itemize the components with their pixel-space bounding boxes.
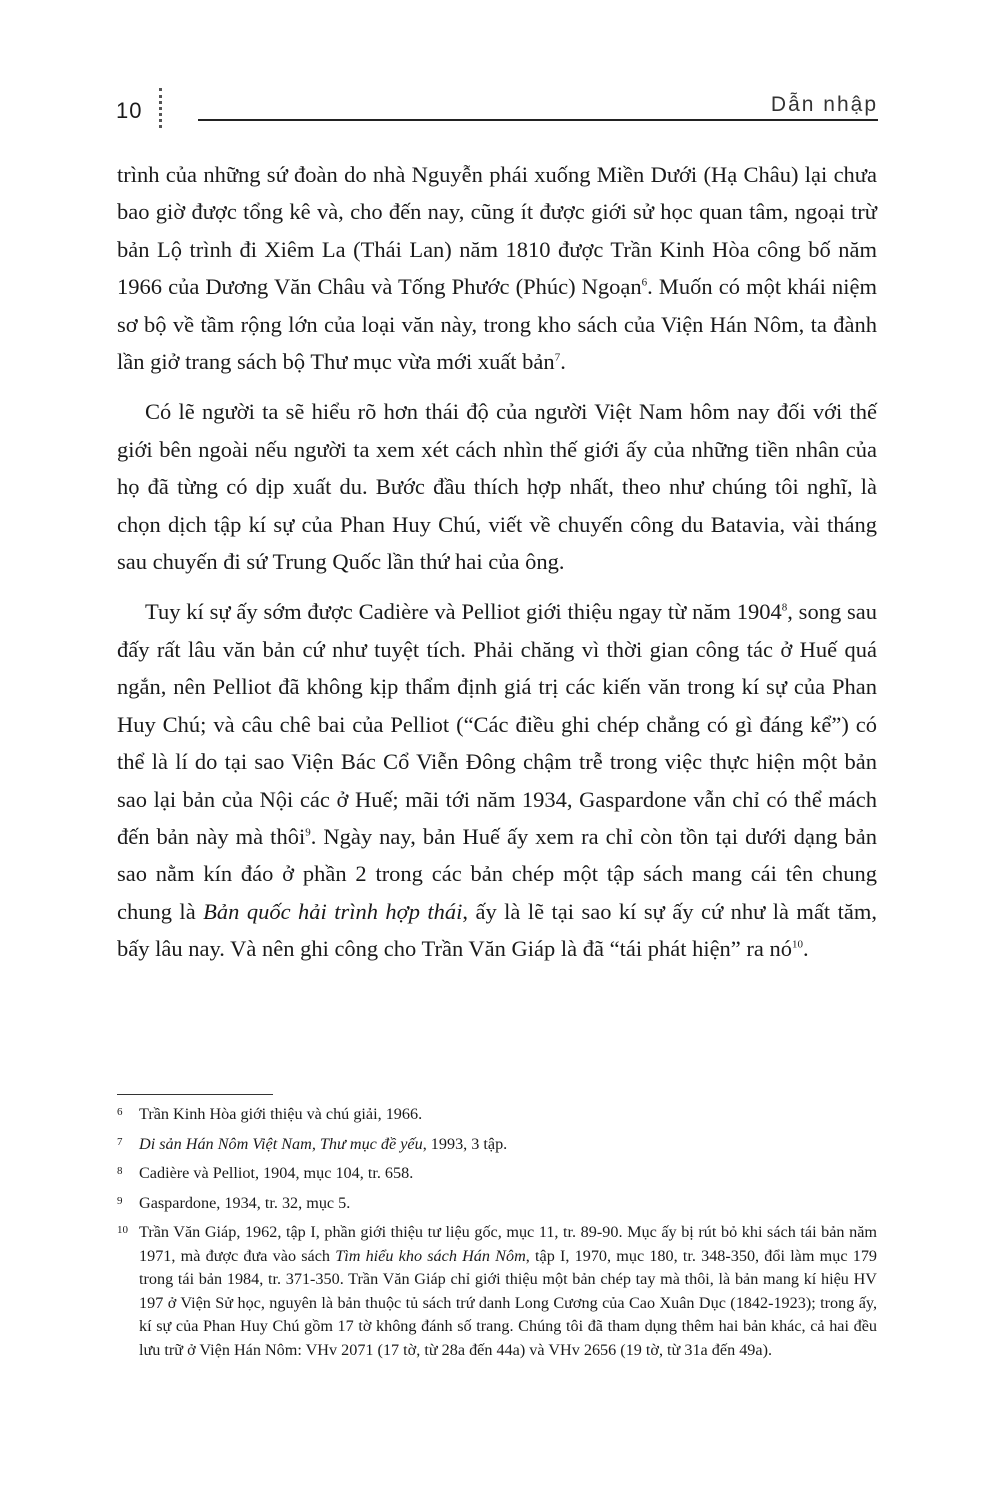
body-text [117,156,877,981]
footnote-number: 6 [117,1106,123,1118]
header-divider [159,88,162,128]
text-run: , ấy là lẽ tại sao kí sự ấy cứ như là mất tăm, bấy lâu nay. Và nên ghi công cho Trần Văn Giáp là đã “tái phát hiện” ra nó [117,898,877,962]
footnote-ref: 7 [554,351,561,364]
footnote-ref: 8 [781,601,788,614]
header-rule [198,119,878,121]
footnote [117,1103,877,1127]
italic-title: Di sản Hán Nôm Việt Nam, Thư mục đề yếu [139,1134,423,1153]
footnote [117,1221,877,1362]
text-run: trình của những sứ đoàn do nhà Nguyễn phái xuống Miền Dưới (Hạ Châu) lại chưa bao giờ được tổng kê và, cho đến nay, cũng ít được giới sử học quan tâm, ngoại trừ bản Lộ trình đi Xiêm La (Thái Lan) năm 1810 được Trần Kinh Hòa công bố năm 1966 của Dương Văn Châu và Tống Phước (Phúc) Ngoạn [117,162,877,300]
footnote-number: 8 [117,1165,123,1177]
page-number: 10 [116,98,143,123]
footnote [117,1133,877,1157]
text-run: Gaspardone, 1934, tr. 32, mục 5. [139,1193,351,1212]
text-run: Tuy kí sự ấy sớm được Cadière và Pelliot giới thiệu ngay từ năm 1904 [145,599,782,625]
italic-title: Bản quốc hải trình hợp thái [203,898,463,924]
text-run: , tập I, 1970, mục 180, tr. 348-350, đổi làm mục 179 trong tái bản 1984, tr. 371-350. Trần Văn Giáp chỉ giới thiệu một bản chép tay mà thôi, là bản mang kí hiệu HV 197 ở Viện Sử học, nguyên là bản thuộc tủ sách trứ danh Long Cương của Cao Xuân Dục (1842-1923); trong ấy, kí sự của Phan Huy Chú gồm 17 tờ không đánh số trang. Chúng tôi đã tham dụng thêm hai bản khác, cả hai đều lưu trữ ở Viện Hán Nôm: VHv 2071 (17 tờ, từ 28a đến 44a) và VHv 2656 (19 tờ, từ 31a đến 49a). [139,1246,878,1359]
text-run: . [803,936,809,962]
paragraph [117,393,877,580]
footnote [117,1162,877,1186]
footnotes [117,1103,877,1368]
text-run: . [560,349,566,375]
text-run: , 1993, 3 tập. [422,1134,508,1153]
footnote-number: 10 [117,1224,128,1236]
text-run: Cadière và Pelliot, 1904, mục 104, tr. 658. [139,1164,414,1182]
text-run: . Muốn có một khái niệm sơ bộ về tầm rộng lớn của loại văn này, trong kho sách của Viện Hán Nôm, ta đành lần giở trang sách bộ Thư mục vừa mới xuất bản [117,274,877,375]
footnote-ref: 6 [641,276,648,289]
paragraph [117,156,877,380]
footnote-rule [117,1094,273,1095]
footnote-number: 7 [117,1135,123,1148]
text-run: . Ngày nay, bản Huế ấy xem ra chỉ còn tồn tại dưới dạng bản sao nằm kín đáo ở phần 2 trong các bản chép một tập sách mang cái tên chung chung là [117,823,878,924]
text-run: Có lẽ người ta sẽ hiểu rõ hơn thái độ của người Việt Nam hôm nay đối với thế giới bên ngoài nếu người ta xem xét cách nhìn thế giới ấy của những tiền nhân của họ đã từng có dịp xuất du. Bước đầu thích hợp nhất, theo như chúng tôi nghĩ, là chọn dịch tập kí sự của Phan Huy Chú, viết về chuyến công du Batavia, vài tháng sau chuyến đi sứ Trung Quốc lần thứ hai của ông. [117,399,877,575]
text-run: , song sau đấy rất lâu văn bản cứ như tuyệt tích. Phải chăng vì thời gian công tác ở Huế quá ngắn, nên Pelliot đã không kịp thẩm định giá trị các kiến văn trong kí sự của Phan Huy Chú; và câu chê bai của Pelliot (“Các điều ghi chép chẳng có gì đáng kể”) có thể là lí do tại sao Viện Bác Cổ Viễn Đông chậm trễ trong việc thực hiện một bản sao lại bản của Nội các ở Huế; mãi tới năm 1934, Gaspardone vẫn chỉ có thể mách đến bản này mà thôi [117,599,878,849]
footnote-ref: 9 [305,826,311,839]
footnote-ref: 10 [792,938,804,951]
italic-title: Tìm hiểu kho sách Hán Nôm [335,1246,526,1265]
running-title: Dẫn nhập [770,93,878,116]
text-run: Trần Văn Giáp, 1962, tập I, phần giới thiệu tư liệu gốc, mục 11, tr. 89-90. Mục ấy bị rút bỏ khi sách tái bản năm 1971, mà được đưa vào sách [139,1223,877,1265]
paragraph [117,593,877,967]
text-run: Trần Kinh Hòa giới thiệu và chú giải, 1966. [139,1105,423,1123]
footnote-number: 9 [117,1194,123,1207]
footnote [117,1192,877,1216]
